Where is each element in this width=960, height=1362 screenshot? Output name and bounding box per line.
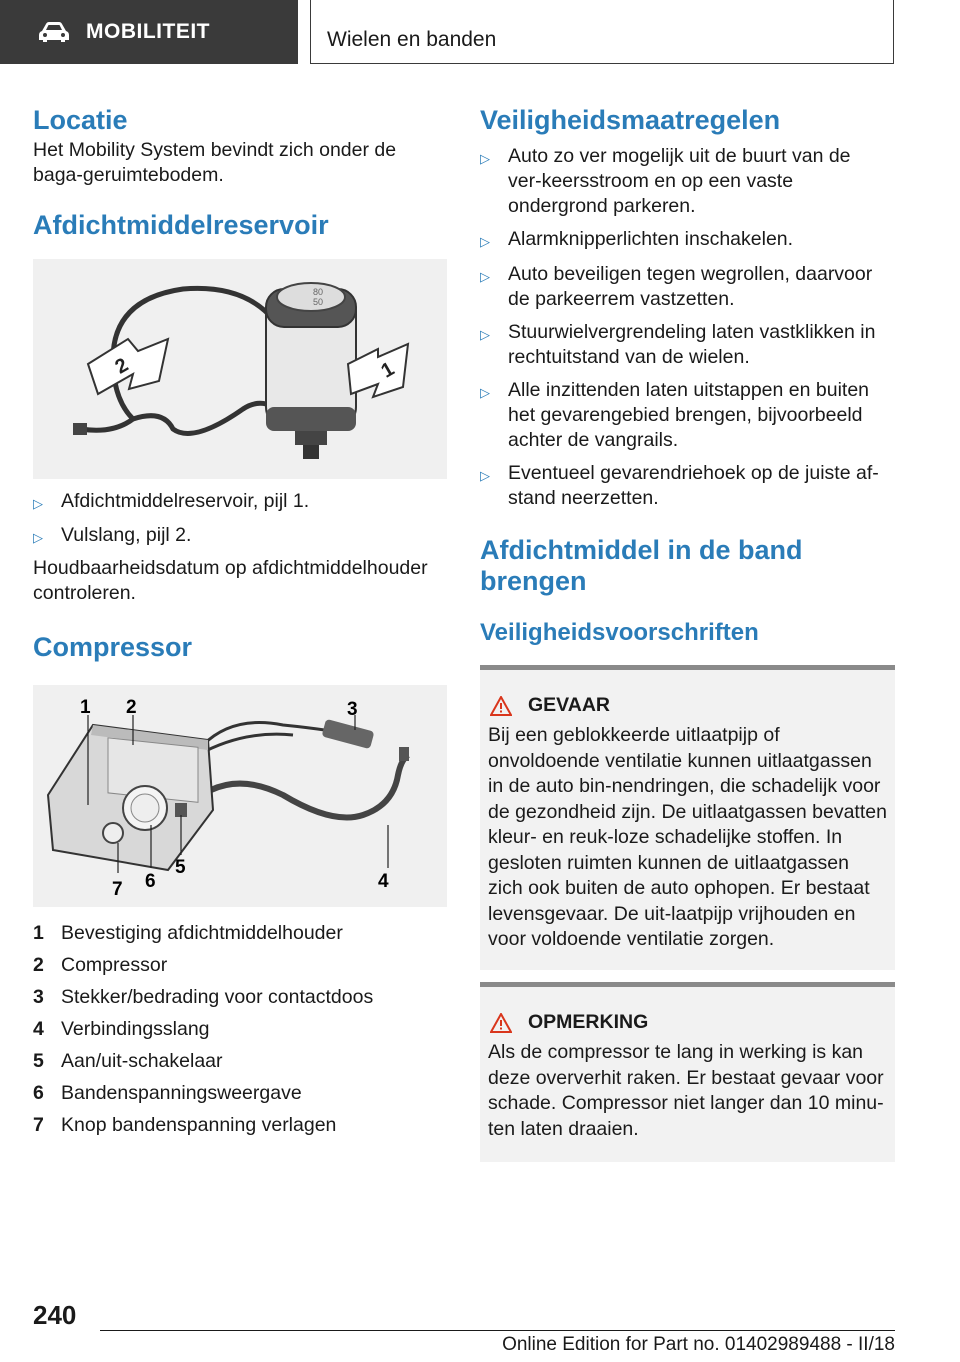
compressor-figure — [33, 685, 447, 907]
right-column — [480, 100, 895, 1162]
bullet-triangle-icon: ▷ — [480, 269, 490, 284]
danger-box — [480, 665, 895, 970]
list-item: ▷ Alarmknipperlichten inschakelen. — [480, 227, 895, 254]
page-number: 240 — [33, 1300, 77, 1330]
dial-label-1: 80 — [312, 287, 324, 297]
note-title: OPMERKING — [528, 1011, 649, 1033]
edition-info: Online Edition for Part no. 01402989488 - II/18 — [502, 1334, 895, 1355]
legend-item: 7 Knop bandenspanning verlagen — [33, 1114, 337, 1136]
list-item: ▷ Afdichtmiddelreservoir, pijl 1. — [33, 489, 447, 516]
arrow-1-label: 1 — [377, 357, 399, 383]
bullet-triangle-icon: ▷ — [480, 234, 490, 249]
list-item: ▷ Eventueel gevarendriehoek op de juiste af-stand neerzetten. — [480, 462, 879, 509]
dial-label-2: 50 — [312, 297, 324, 307]
safety-heading: Veiligheidsmaatregelen — [480, 105, 781, 135]
fig-label-3: 3 — [347, 699, 358, 720]
bullet-triangle-icon: ▷ — [480, 468, 490, 483]
list-item: ▷ Vulslang, pijl 2. — [33, 523, 447, 550]
reservoir-heading: Afdichtmiddelreservoir — [33, 210, 329, 240]
bullet-triangle-icon: ▷ — [480, 385, 490, 400]
locatie-heading: Locatie — [33, 105, 128, 135]
note-text: Als de compressor te lang in werking is kan deze oververhit raken. Er bestaat gevaar voor schade. Compressor niet langer dan 10 minu-ten laten draaien. — [488, 1041, 884, 1140]
topic-header — [310, 0, 894, 64]
footer-divider — [100, 1330, 895, 1331]
reservoir-note: Houdbaarheidsdatum op afdichtmiddelhouder controleren. — [33, 557, 428, 604]
list-item: ▷ Alle inzittenden laten uitstappen en buiten het gevarengebied brengen, bijvoorbeeld achter de vangrails. — [480, 379, 870, 451]
fig-label-7: 7 — [112, 879, 123, 900]
danger-text: Bij een geblokkeerde uitlaatpijp of onvoldoende ventilatie kunnen uitlaatgassen in de auto bin-nendringen, die schadelijk voor de gezondheid zijn. De uitlaatgassen bevatten kleur- en reuk-loze schadelijke stoffen. In gesloten ruimten kunnen de uitlaatgassen zich ook buiten de auto ophopen. Er bestaat levensgevaar. De uit-laatpijp vrijhouden en voor voldoende ventilatie zorgen. — [488, 724, 887, 950]
sealant-heading: Afdichtmiddel in de band brengen — [480, 535, 803, 596]
legend-item: 6 Bandenspanningsweergave — [33, 1082, 302, 1104]
arrow-2-label: 2 — [111, 353, 133, 379]
locatie-text: Het Mobility System bevindt zich onder de baga-geruimtebodem. — [33, 139, 397, 186]
list-item: ▷ Stuurwielvergrendeling laten vastklikken in rechtuitstand van de wielen. — [480, 321, 876, 368]
fig-label-5: 5 — [175, 857, 186, 878]
danger-title: GEVAAR — [528, 694, 610, 716]
compressor-heading: Compressor — [33, 632, 193, 662]
reservoir-figure — [33, 259, 447, 479]
bullet-triangle-icon: ▷ — [480, 327, 490, 342]
fig-label-6: 6 — [145, 871, 156, 892]
car-icon — [38, 21, 70, 43]
sealant-subheading: Veiligheidsvoorschriften — [480, 619, 759, 646]
legend-item: 3 Stekker/bedrading voor contactdoos — [33, 986, 374, 1008]
fig-label-1: 1 — [80, 697, 91, 718]
legend-item: 4 Verbindingsslang — [33, 1018, 210, 1040]
fig-label-4: 4 — [378, 871, 389, 892]
bullet-triangle-icon: ▷ — [480, 151, 490, 166]
note-box — [480, 982, 895, 1162]
legend-item: 5 Aan/uit-schakelaar — [33, 1050, 223, 1072]
reservoir-illustration — [33, 259, 447, 479]
list-item: ▷ Auto zo ver mogelijk uit de buurt van de ver-keersstroom en op een vaste ondergrond parkeren. — [480, 145, 851, 217]
left-column — [33, 100, 447, 1141]
topic-title: Wielen en banden — [327, 28, 497, 51]
legend-item: 1 Bevestiging afdichtmiddelhouder — [33, 922, 343, 944]
section-title: MOBILITEIT — [86, 20, 210, 43]
section-tab[interactable] — [0, 0, 298, 64]
fig-label-2: 2 — [126, 697, 137, 718]
legend-item: 2 Compressor — [33, 954, 168, 976]
compressor-illustration — [33, 685, 447, 907]
compressor-legend — [33, 917, 447, 1141]
bullet-triangle-icon: ▷ — [33, 496, 43, 511]
warning-icon — [490, 1013, 512, 1033]
list-item: ▷ Auto beveiligen tegen wegrollen, daarvoor de parkeerrem vastzetten. — [480, 263, 873, 310]
bullet-triangle-icon: ▷ — [33, 530, 43, 545]
warning-icon — [490, 696, 512, 716]
